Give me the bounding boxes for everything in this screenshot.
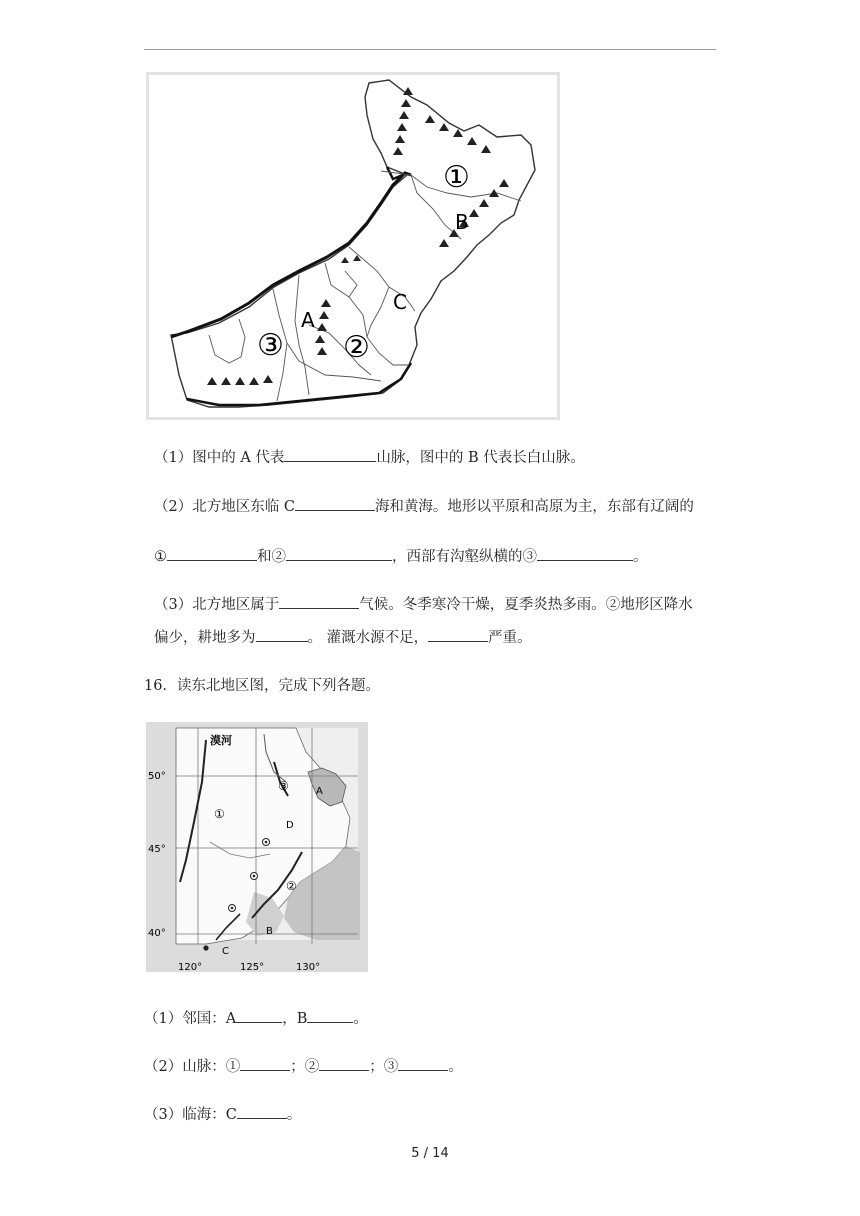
answer-blank[interactable] — [167, 546, 257, 561]
q16-s2-text-b: ；② — [290, 1059, 320, 1075]
q15-s2-text-b: 海和黄海。地形以平原和高原为主，东部有辽阔的 — [374, 499, 694, 515]
map-label-B: B — [266, 926, 273, 937]
q16-s1-text-a: （1）邻国：A — [144, 1011, 237, 1027]
answer-blank[interactable] — [319, 1056, 369, 1071]
map-label-c2: ② — [286, 879, 297, 893]
q15-s3b-text-b: 。 灌溉水源不足， — [307, 630, 429, 646]
q16-sub2 — [144, 1056, 463, 1077]
q16-s1-text-c: 。 — [353, 1011, 368, 1027]
northeast-china-map — [146, 722, 368, 972]
q16-s2-text-a: （2）山脉：① — [144, 1059, 241, 1075]
answer-blank[interactable] — [286, 546, 392, 561]
q15-s1-text-a: （1）图中的 A 代表 — [154, 450, 285, 466]
answer-blank[interactable] — [279, 594, 359, 609]
map-label-A: A — [316, 786, 323, 797]
q15-s2b-text-b: 和② — [257, 549, 286, 565]
map-label-c3: ③ — [278, 779, 289, 793]
northeast-china-map-drawing — [146, 722, 368, 972]
coastline — [171, 173, 411, 337]
answer-blank[interactable] — [236, 1008, 282, 1023]
map-label-c1: ① — [443, 160, 470, 195]
q15-sub1 — [154, 447, 585, 468]
answer-blank[interactable] — [237, 1104, 287, 1119]
q15-s3-text-b: 气候。冬季寒冷干燥，夏季炎热多雨。②地形区降水 — [359, 597, 693, 613]
q16-sub3 — [144, 1104, 301, 1125]
q16-s1-text-b: ，B — [282, 1011, 308, 1027]
answer-blank[interactable] — [256, 627, 308, 642]
map-label-D: D — [286, 820, 294, 831]
q16-s3-text-b: 。 — [286, 1107, 302, 1123]
northern-china-map-drawing — [149, 75, 557, 417]
map-label-c1: ① — [214, 807, 225, 821]
q16-s2-text-c: ；③ — [369, 1059, 399, 1075]
q15-s3-text-a: （3）北方地区属于 — [154, 597, 280, 613]
map-place: 漠河 — [210, 734, 232, 747]
lon-125: 125° — [240, 962, 265, 972]
q15-s1-text-b: 山脉，图中的 B 代表长白山脉。 — [376, 450, 585, 466]
answer-blank[interactable] — [295, 496, 375, 511]
map-label-C: C — [393, 290, 407, 314]
q15-s3b-text-a: 偏少，耕地多为 — [154, 630, 256, 646]
header-rule — [144, 49, 716, 50]
q15-s2b-text-c: ，西部有沟壑纵横的③ — [392, 549, 537, 565]
q15-s2b-text-d: 。 — [633, 549, 648, 565]
q16-s3-text-a: （3）临海：C — [144, 1107, 237, 1123]
map-label-A: A — [301, 308, 315, 332]
lat-40: 40° — [148, 928, 166, 939]
lat-50: 50° — [148, 771, 166, 782]
answer-blank[interactable] — [240, 1056, 290, 1071]
map-label-c3: ③ — [257, 328, 284, 363]
q15-sub3-cont — [154, 627, 532, 648]
northern-china-map — [146, 72, 560, 420]
map-label-C: C — [222, 946, 229, 957]
lon-130: 130° — [296, 962, 321, 972]
q16-s2-text-d: 。 — [448, 1059, 463, 1075]
q15-sub2-cont — [154, 546, 648, 567]
q16-title: 16．读东北地区图，完成下列各题。 — [144, 678, 380, 694]
southern-border — [187, 363, 411, 405]
answer-blank[interactable] — [307, 1008, 353, 1023]
lat-45: 45° — [148, 844, 166, 855]
answer-blank[interactable] — [537, 546, 633, 561]
q15-sub2 — [154, 496, 694, 517]
lon-120: 120° — [178, 962, 203, 972]
q15-s2b-text-a: ① — [154, 549, 167, 565]
map-label-c2: ② — [343, 330, 370, 365]
page-number: 5 / 14 — [411, 1146, 449, 1161]
answer-blank[interactable] — [428, 627, 488, 642]
q15-sub3 — [154, 594, 693, 615]
answer-blank[interactable] — [284, 447, 376, 462]
map-label-B: B — [455, 210, 469, 234]
q15-s2-text-a: （2）北方地区东临 C — [154, 499, 295, 515]
q15-s3b-text-c: 严重。 — [488, 630, 532, 646]
q16-sub1 — [144, 1008, 368, 1029]
answer-blank[interactable] — [398, 1056, 448, 1071]
